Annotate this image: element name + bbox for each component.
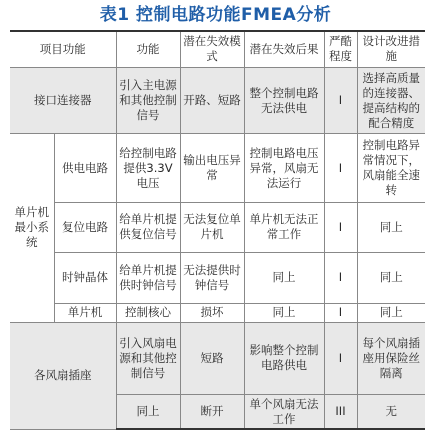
severity-cell: I	[324, 322, 357, 395]
item-cell: 供电电路	[54, 134, 116, 203]
table-row	[10, 303, 425, 322]
function-cell: 给控制电路提供3.3V电压	[116, 134, 180, 203]
failure-mode-cell: 损坏	[180, 303, 244, 322]
measure-cell: 控制电路异常情况下，风扇能全速转	[357, 134, 425, 203]
table-row	[10, 253, 425, 303]
severity-cell: I	[324, 253, 357, 303]
header-item: 项目功能	[10, 31, 116, 67]
failure-mode-cell: 无法复位单片机	[180, 202, 244, 252]
table-row	[10, 322, 425, 395]
function-cell: 给单片机提供时钟信号	[116, 253, 180, 303]
measure-cell: 同上	[357, 202, 425, 252]
failure-mode-cell: 无法提供时钟信号	[180, 253, 244, 303]
severity-cell: I	[324, 202, 357, 252]
measure-cell: 选择高质量的连接器、提高结构的配合精度	[357, 67, 425, 134]
failure-effect-cell: 整个控制电路无法供电	[244, 67, 324, 134]
function-cell: 引入风扇电源和其他控制信号	[116, 322, 180, 395]
function-cell: 同上	[116, 395, 180, 429]
failure-effect-cell: 同上	[244, 303, 324, 322]
table-title: 表1 控制电路功能FMEA分析	[99, 5, 332, 25]
item-cell: 接口连接器	[10, 67, 116, 134]
header-row	[10, 31, 425, 67]
failure-effect-cell: 影响整个控制电路供电	[244, 322, 324, 395]
failure-effect-cell: 控制电路电压异常，风扇无法运行	[244, 134, 324, 203]
header-measure: 设计改进措施	[357, 31, 425, 67]
item-cell: 复位电路	[54, 202, 116, 252]
failure-effect-cell: 单个风扇无法工作	[244, 395, 324, 429]
table-row	[10, 134, 425, 203]
severity-cell: III	[324, 395, 357, 429]
failure-mode-cell: 断开	[180, 395, 244, 429]
fmea-table	[10, 30, 425, 430]
header-severity: 严酷程度	[324, 31, 357, 67]
failure-effect-cell: 同上	[244, 253, 324, 303]
measure-cell: 同上	[357, 303, 425, 322]
function-cell: 控制核心	[116, 303, 180, 322]
item-cell: 时钟晶体	[54, 253, 116, 303]
header-function: 功能	[116, 31, 180, 67]
measure-cell: 同上	[357, 253, 425, 303]
failure-mode-cell: 短路	[180, 322, 244, 395]
severity-cell: I	[324, 67, 357, 134]
failure-mode-cell: 输出电压异常	[180, 134, 244, 203]
severity-cell: I	[324, 134, 357, 203]
header-failure-effect: 潜在失效后果	[244, 31, 324, 67]
item-cell: 各风扇插座	[10, 322, 116, 429]
failure-effect-cell: 单片机无法正常工作	[244, 202, 324, 252]
measure-cell: 每个风扇插座用保险丝隔离	[357, 322, 425, 395]
group-label-cell: 单片机最小系统	[10, 134, 54, 322]
measure-cell: 无	[357, 395, 425, 429]
function-cell: 给单片机提供复位信号	[116, 202, 180, 252]
failure-mode-cell: 开路、短路	[180, 67, 244, 134]
table-row	[10, 67, 425, 134]
function-cell: 引入主电源和其他控制信号	[116, 67, 180, 134]
severity-cell: I	[324, 303, 357, 322]
table-row	[10, 202, 425, 252]
header-failure-mode: 潜在失效模式	[180, 31, 244, 67]
item-cell: 单片机	[54, 303, 116, 322]
